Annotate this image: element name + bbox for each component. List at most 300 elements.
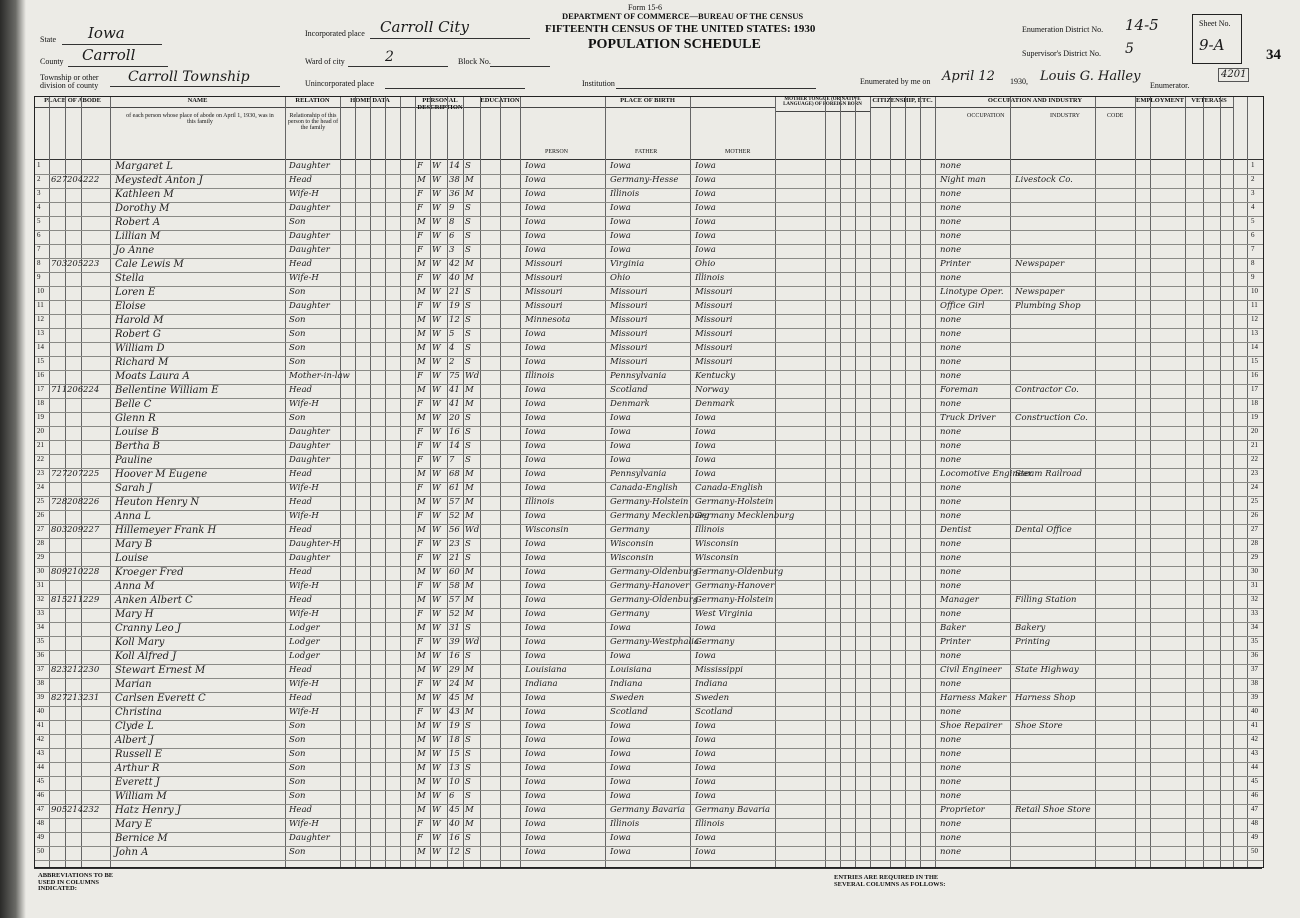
birthplace-father: Iowa — [610, 413, 631, 423]
birthplace-person: Iowa — [525, 245, 546, 255]
birthplace-father: Germany-Westphalia — [610, 637, 700, 647]
birthplace-person: Iowa — [525, 651, 546, 661]
line-number: 24 — [1251, 483, 1258, 491]
sex: M — [417, 385, 426, 395]
birthplace-person: Iowa — [525, 707, 546, 717]
birthplace-father: Iowa — [610, 735, 631, 745]
birthplace-father: Sweden — [610, 693, 645, 703]
group-education: EDUCATION — [480, 97, 520, 108]
birthplace-mother: Iowa — [695, 413, 716, 423]
race: W — [432, 245, 441, 255]
birthplace-person: Iowa — [525, 539, 546, 549]
line-number: 47 — [1251, 805, 1258, 813]
birthplace-mother: Iowa — [695, 217, 716, 227]
dwelling-number: 711 — [51, 385, 68, 395]
birthplace-father: Iowa — [610, 623, 631, 633]
line-number-left: 40 — [37, 707, 44, 715]
occupation: none — [940, 581, 962, 591]
birthplace-person: Iowa — [525, 567, 546, 577]
sex: M — [417, 497, 426, 507]
line-number-left: 12 — [37, 315, 44, 323]
line-number-left: 35 — [37, 637, 44, 645]
age: 45 — [449, 805, 460, 815]
scan-edge-shadow — [0, 0, 26, 918]
age: 6 — [449, 791, 455, 801]
marital-status: S — [465, 651, 471, 661]
relation: Head — [289, 567, 312, 577]
age: 12 — [449, 847, 460, 857]
dwelling-number: 703 — [51, 259, 68, 269]
birthplace-mother: Iowa — [695, 175, 716, 185]
family-number: 205 — [67, 259, 84, 269]
birthplace-mother: Germany-Oldenburg — [695, 567, 784, 577]
marital-status: S — [465, 833, 471, 843]
table-row — [35, 356, 1263, 371]
birthplace-person: Iowa — [525, 441, 546, 451]
marital-status: S — [465, 749, 471, 759]
birthplace-father: Iowa — [610, 791, 631, 801]
person-name: Stewart Ernest M — [115, 665, 206, 676]
sex: F — [417, 427, 423, 437]
incorporated-value: Carroll City — [380, 18, 469, 36]
line-number: 46 — [1251, 791, 1258, 799]
stamp: 4201 — [1218, 68, 1249, 82]
table-row — [35, 832, 1263, 847]
occupation: none — [940, 329, 962, 339]
line-number-left: 16 — [37, 371, 44, 379]
birthplace-father: Scotland — [610, 707, 648, 717]
line-number-left: 2 — [37, 175, 41, 183]
visit-number: 231 — [83, 693, 100, 703]
relation: Daughter — [289, 455, 330, 465]
line-number-left: 3 — [37, 189, 41, 197]
birthplace-father: Iowa — [610, 217, 631, 227]
sex: M — [417, 777, 426, 787]
sex: M — [417, 749, 426, 759]
line-number-left: 34 — [37, 623, 44, 631]
entries-title: ENTRIES ARE REQUIRED IN THE SEVERAL COLUMNS AS FOLLOWS: — [834, 874, 946, 888]
person-name: Moats Laura A — [115, 371, 190, 382]
race: W — [432, 595, 441, 605]
group-personal-description: PERSONAL DESCRIPTION — [400, 97, 480, 108]
race: W — [432, 749, 441, 759]
race: W — [432, 273, 441, 283]
marital-status: S — [465, 721, 471, 731]
birthplace-person: Missouri — [525, 287, 563, 297]
race: W — [432, 189, 441, 199]
relation: Head — [289, 497, 312, 507]
line-number: 1 — [1251, 161, 1255, 169]
race: W — [432, 301, 441, 311]
person-name: Anken Albert C — [115, 595, 193, 606]
relation: Daughter — [289, 231, 330, 241]
age: 40 — [449, 819, 460, 829]
occupation: none — [940, 833, 962, 843]
birthplace-father: Missouri — [610, 357, 648, 367]
sex: M — [417, 525, 426, 535]
occupation: none — [940, 763, 962, 773]
age: 18 — [449, 735, 460, 745]
race: W — [432, 217, 441, 227]
birthplace-father: Scotland — [610, 385, 648, 395]
marital-status: S — [465, 553, 471, 563]
race: W — [432, 497, 441, 507]
race: W — [432, 763, 441, 773]
birthplace-father: Wisconsin — [610, 539, 654, 549]
age: 42 — [449, 259, 460, 269]
person-name: Harold M — [115, 315, 164, 326]
age: 58 — [449, 581, 460, 591]
line-number: 13 — [1251, 329, 1258, 337]
line-number-left: 36 — [37, 651, 44, 659]
age: 68 — [449, 469, 460, 479]
occupation: none — [940, 203, 962, 213]
race: W — [432, 175, 441, 185]
table-row — [35, 678, 1263, 693]
age: 57 — [449, 497, 460, 507]
birthplace-mother: Missouri — [695, 329, 733, 339]
family-number: 212 — [67, 665, 84, 675]
table-row — [35, 580, 1263, 595]
person-name: Mary E — [115, 819, 153, 830]
birthplace-father: Iowa — [610, 833, 631, 843]
ward-value: 2 — [385, 49, 394, 65]
line-number-left: 27 — [37, 525, 44, 533]
race: W — [432, 483, 441, 493]
person-name: Belle C — [115, 399, 152, 410]
dwelling-number: 803 — [51, 525, 68, 535]
line-number: 34 — [1251, 623, 1258, 631]
birthplace-father: Wisconsin — [610, 553, 654, 563]
race: W — [432, 623, 441, 633]
marital-status: M — [465, 819, 474, 829]
birthplace-person: Iowa — [525, 189, 546, 199]
occupation: none — [940, 567, 962, 577]
table-row — [35, 762, 1263, 777]
name-column-head: of each person whose place of abode on April 1, 1930, was in this family — [126, 113, 274, 125]
marital-status: S — [465, 777, 471, 787]
birthplace-father: Germany — [610, 525, 650, 535]
line-number: 2 — [1251, 175, 1255, 183]
sex: F — [417, 707, 423, 717]
occupation: Linotype Oper. — [940, 287, 1004, 297]
marital-status: M — [465, 483, 474, 493]
line-number-left: 33 — [37, 609, 44, 617]
industry: Steam Railroad — [1015, 469, 1082, 479]
birthplace-person: Iowa — [525, 469, 546, 479]
person-name: Kathleen M — [115, 189, 174, 200]
age: 20 — [449, 413, 460, 423]
sex: F — [417, 399, 423, 409]
family-number: 204 — [67, 175, 84, 185]
relation: Son — [289, 791, 306, 801]
occupation: Printer — [940, 637, 971, 647]
relation: Son — [289, 315, 306, 325]
birthplace-person: Iowa — [525, 595, 546, 605]
birthplace-father: Iowa — [610, 763, 631, 773]
line-number: 38 — [1251, 679, 1258, 687]
race: W — [432, 469, 441, 479]
line-number: 9 — [1251, 273, 1255, 281]
table-row — [35, 566, 1263, 581]
marital-status: S — [465, 161, 471, 171]
line-number: 35 — [1251, 637, 1258, 645]
age: 7 — [449, 455, 455, 465]
occupation: none — [940, 399, 962, 409]
birthplace-mother: Missouri — [695, 343, 733, 353]
line-number-left: 48 — [37, 819, 44, 827]
line-number-left: 8 — [37, 259, 41, 267]
person-name: Bertha B — [115, 441, 160, 452]
sex: M — [417, 735, 426, 745]
line-number: 41 — [1251, 721, 1258, 729]
visit-number: 232 — [83, 805, 100, 815]
occupation: none — [940, 427, 962, 437]
relation: Daughter-H — [289, 539, 341, 549]
line-number: 22 — [1251, 455, 1258, 463]
family-number: 206 — [67, 385, 84, 395]
relation: Daughter — [289, 833, 330, 843]
marital-status: S — [465, 427, 471, 437]
table-row — [35, 552, 1263, 567]
marital-status: M — [465, 679, 474, 689]
occupation: none — [940, 749, 962, 759]
birthplace-person: Iowa — [525, 693, 546, 703]
birthplace-mother: Iowa — [695, 847, 716, 857]
table-row — [35, 776, 1263, 791]
occupation: none — [940, 609, 962, 619]
table-row — [35, 160, 1263, 175]
line-number-left: 31 — [37, 581, 44, 589]
birthplace-person: Missouri — [525, 273, 563, 283]
race: W — [432, 315, 441, 325]
group-place-of-birth: PLACE OF BIRTH — [520, 97, 775, 108]
line-number: 29 — [1251, 553, 1258, 561]
page-number: 34 — [1266, 47, 1281, 63]
line-number-left: 45 — [37, 777, 44, 785]
birthplace-person: Iowa — [525, 343, 546, 353]
age: 13 — [449, 763, 460, 773]
occupation: none — [940, 707, 962, 717]
industry: Printing — [1015, 637, 1051, 647]
line-number: 27 — [1251, 525, 1258, 533]
occupation: none — [940, 497, 962, 507]
race: W — [432, 357, 441, 367]
state-label: State — [40, 35, 56, 44]
marital-status: M — [465, 259, 474, 269]
occupation: none — [940, 679, 962, 689]
age: 5 — [449, 329, 455, 339]
sex: F — [417, 511, 423, 521]
enumerated-date: April 12 — [942, 69, 995, 84]
line-number: 36 — [1251, 651, 1258, 659]
marital-status: Wd — [465, 637, 480, 647]
marital-status: S — [465, 343, 471, 353]
birthplace-person: Missouri — [525, 301, 563, 311]
sheet-label: Sheet No. — [1199, 19, 1231, 28]
occupation: none — [940, 357, 962, 367]
group-employment: EMPLOYMENT — [1135, 97, 1185, 108]
birthplace-person: Iowa — [525, 735, 546, 745]
birthplace-father: Germany-Holstein — [610, 497, 689, 507]
birthplace-mother: Germany Bavaria — [695, 805, 771, 815]
race: W — [432, 287, 441, 297]
line-number: 44 — [1251, 763, 1258, 771]
table-row — [35, 398, 1263, 413]
birthplace-mother: Iowa — [695, 763, 716, 773]
race: W — [432, 791, 441, 801]
relation: Wife-H — [289, 273, 319, 283]
line-number-left: 6 — [37, 231, 41, 239]
relation: Mother-in-law — [289, 371, 350, 381]
race: W — [432, 161, 441, 171]
visit-number: 230 — [83, 665, 100, 675]
table-row — [35, 636, 1263, 651]
marital-status: M — [465, 399, 474, 409]
birthplace-mother: Indiana — [695, 679, 728, 689]
age: 56 — [449, 525, 460, 535]
marital-status: S — [465, 315, 471, 325]
relation-column-head: Relationship of this person to the head of the family — [287, 113, 339, 131]
person-name: Margaret L — [115, 161, 173, 172]
line-number: 20 — [1251, 427, 1258, 435]
relation: Wife-H — [289, 483, 319, 493]
line-number: 50 — [1251, 847, 1258, 855]
occupation: none — [940, 819, 962, 829]
person-name: Anna L — [115, 511, 151, 522]
race: W — [432, 581, 441, 591]
birthplace-father: Louisiana — [610, 665, 652, 675]
table-row — [35, 342, 1263, 357]
birthplace-mother: Iowa — [695, 203, 716, 213]
race: W — [432, 637, 441, 647]
line-number-left: 32 — [37, 595, 44, 603]
table-row — [35, 440, 1263, 455]
abbreviations-title: ABBREVIATIONS TO BE USED IN COLUMNS INDICATED: — [38, 872, 114, 892]
relation: Wife-H — [289, 399, 319, 409]
marital-status: S — [465, 413, 471, 423]
sex: F — [417, 833, 423, 843]
occupation: Locomotive Engineer — [940, 469, 1032, 479]
table-row — [35, 496, 1263, 511]
race: W — [432, 609, 441, 619]
industry: Retail Shoe Store — [1015, 805, 1091, 815]
industry: Shoe Store — [1015, 721, 1063, 731]
relation: Wife-H — [289, 707, 319, 717]
visit-number: 227 — [83, 525, 100, 535]
person-name: Cale Lewis M — [115, 259, 184, 270]
line-number: 10 — [1251, 287, 1258, 295]
person-name: Marian — [115, 679, 152, 690]
occupation: none — [940, 651, 962, 661]
sex: F — [417, 609, 423, 619]
occupation: Proprietor — [940, 805, 985, 815]
race: W — [432, 805, 441, 815]
person-name: Christina — [115, 707, 162, 718]
age: 6 — [449, 231, 455, 241]
birthplace-person: Iowa — [525, 427, 546, 437]
occupation: none — [940, 483, 962, 493]
birthplace-father: Germany-Oldenburg — [610, 567, 699, 577]
marital-status: S — [465, 441, 471, 451]
birthplace-person: Iowa — [525, 217, 546, 227]
line-number: 19 — [1251, 413, 1258, 421]
sex: F — [417, 679, 423, 689]
occupation: Dentist — [940, 525, 972, 535]
race: W — [432, 693, 441, 703]
dwelling-number: 728 — [51, 497, 68, 507]
marital-status: M — [465, 497, 474, 507]
family-number: 211 — [67, 595, 84, 605]
relation: Son — [289, 777, 306, 787]
age: 23 — [449, 539, 460, 549]
institution-label: Institution — [582, 79, 615, 88]
birthplace-person: Iowa — [525, 805, 546, 815]
sex: F — [417, 637, 423, 647]
line-number: 16 — [1251, 371, 1258, 379]
race: W — [432, 343, 441, 353]
marital-status: S — [465, 245, 471, 255]
table-row — [35, 370, 1263, 385]
birthplace-mother: Missouri — [695, 357, 733, 367]
birthplace-mother: Germany-Hanover — [695, 581, 775, 591]
age: 29 — [449, 665, 460, 675]
sex: F — [417, 455, 423, 465]
table-row — [35, 454, 1263, 469]
sex: M — [417, 469, 426, 479]
visit-number: 229 — [83, 595, 100, 605]
table-row — [35, 804, 1263, 819]
dwelling-number: 809 — [51, 567, 68, 577]
birthplace-father: Illinois — [610, 819, 640, 829]
person-name: Clyde L — [115, 721, 154, 732]
birthplace-mother: Germany — [695, 637, 735, 647]
line-number-left: 37 — [37, 665, 44, 673]
group-mother-tongue: MOTHER TONGUE (OR NATIVE LANGUAGE) OF FOREIGN BORN — [775, 97, 870, 112]
age: 3 — [449, 245, 455, 255]
birthplace-father: Iowa — [610, 427, 631, 437]
age: 4 — [449, 343, 455, 353]
birthplace-person: Iowa — [525, 553, 546, 563]
age: 14 — [449, 161, 460, 171]
line-number-left: 20 — [37, 427, 44, 435]
relation: Daughter — [289, 427, 330, 437]
birthplace-person: Iowa — [525, 637, 546, 647]
occupation: none — [940, 245, 962, 255]
race: W — [432, 707, 441, 717]
code-head: CODE — [1107, 113, 1124, 119]
birthplace-father: Missouri — [610, 315, 648, 325]
line-number: 6 — [1251, 231, 1255, 239]
birthplace-mother: Missouri — [695, 287, 733, 297]
birthplace-mother: Wisconsin — [695, 553, 739, 563]
birthplace-person: Louisiana — [525, 665, 567, 675]
industry: Plumbing Shop — [1015, 301, 1081, 311]
table-row — [35, 650, 1263, 665]
birthplace-mother: Denmark — [695, 399, 735, 409]
birthplace-person: Iowa — [525, 399, 546, 409]
line-number: 37 — [1251, 665, 1258, 673]
line-number-left: 24 — [37, 483, 44, 491]
sex: F — [417, 581, 423, 591]
occupation: Printer — [940, 259, 971, 269]
visit-number: 225 — [83, 469, 100, 479]
table-row — [35, 720, 1263, 735]
line-number: 3 — [1251, 189, 1255, 197]
occupation: none — [940, 371, 962, 381]
birthplace-mother: Illinois — [695, 525, 725, 535]
person-name: Dorothy M — [115, 203, 170, 214]
